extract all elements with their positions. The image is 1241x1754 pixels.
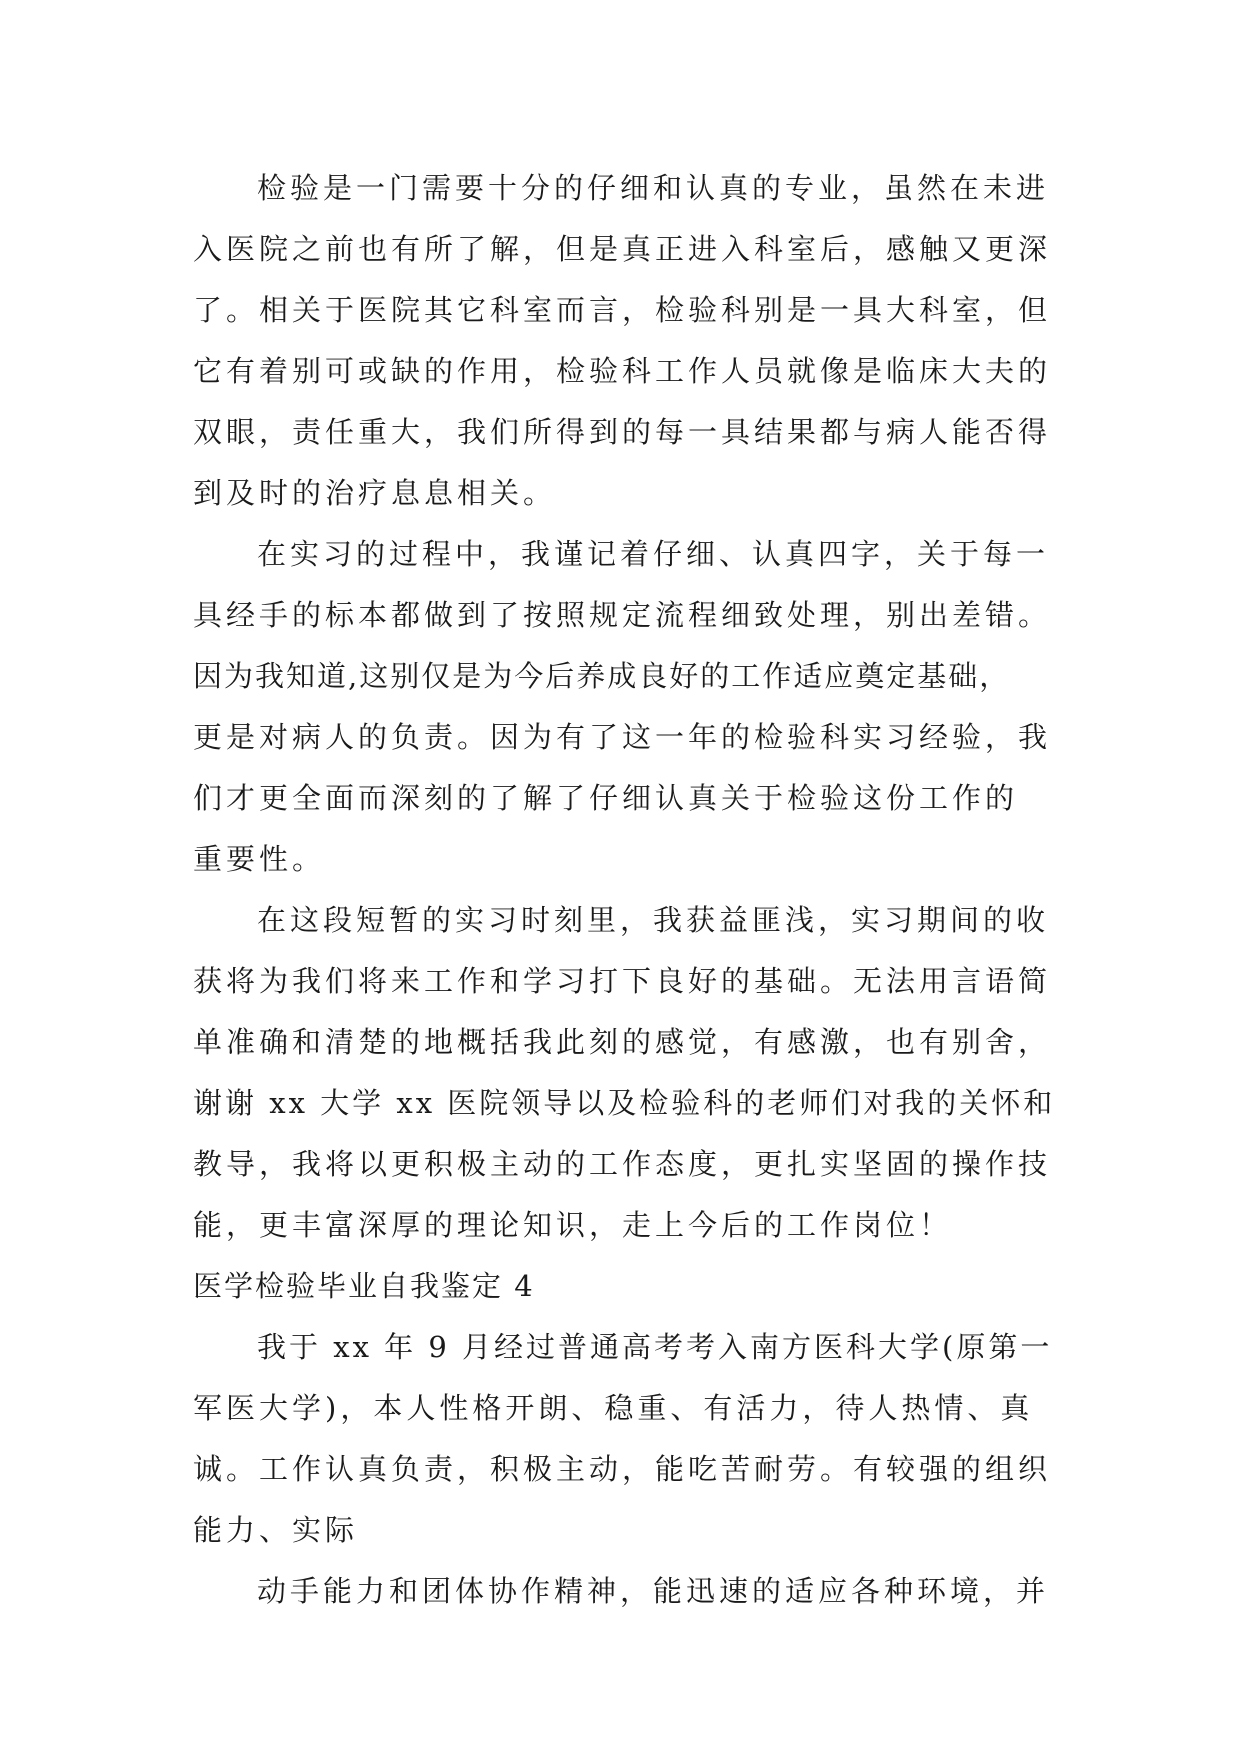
paragraph-line: 能，更丰富深厚的理论知识，走上今后的工作岗位！ (193, 1208, 953, 1242)
paragraph-line: 因为我知道,这别仅是为今后养成良好的工作适应奠定基础， (193, 659, 1011, 693)
paragraph-line: 军医大学)，本人性格开朗、稳重、有活力，待人热情、真 (193, 1391, 1034, 1425)
section-heading: 医学检验毕业自我鉴定 4 (193, 1269, 535, 1303)
paragraph-line: 到及时的治疗息息相关。 (193, 476, 557, 510)
paragraph-line: 能力、实际 (193, 1513, 359, 1547)
document-body (193, 158, 1058, 1622)
paragraph-line: 谢谢 xx 大学 xx 医院领导以及检验科的老师们对我的关怀和 (193, 1086, 1056, 1120)
paragraph-line: 我于 xx 年 9 月经过普通高考考入南方医科大学(原第一 (257, 1330, 1053, 1364)
paragraph-line: 了。相关于医院其它科室而言，检验科别是一具大科室，但 (193, 293, 1052, 327)
paragraph-line: 们才更全面而深刻的了解了仔细认真关于检验这份工作的 (193, 781, 1019, 815)
paragraph-line: 获将为我们将来工作和学习打下良好的基础。无法用言语简 (193, 964, 1052, 998)
paragraph-line: 双眼，责任重大，我们所得到的每一具结果都与病人能否得 (193, 415, 1052, 449)
paragraph-line: 更是对病人的负责。因为有了这一年的检验科实习经验，我 (193, 720, 1052, 754)
paragraph-line: 它有着别可或缺的作用，检验科工作人员就像是临床大夫的 (193, 354, 1052, 388)
paragraph-line: 教导，我将以更积极主动的工作态度，更扎实坚固的操作技 (193, 1147, 1052, 1181)
paragraph-line: 具经手的标本都做到了按照规定流程细致处理，别出差错。 (193, 598, 1052, 632)
paragraph-line: 入医院之前也有所了解，但是真正进入科室后，感触又更深 (193, 232, 1052, 266)
paragraph-line: 在这段短暂的实习时刻里，我获益匪浅，实习期间的收 (257, 903, 1050, 937)
paragraph-line: 重要性。 (193, 842, 326, 876)
paragraph-line: 诚。工作认真负责，积极主动，能吃苦耐劳。有较强的组织 (193, 1452, 1052, 1486)
paragraph-line: 在实习的过程中，我谨记着仔细、认真四字，关于每一 (257, 537, 1050, 571)
paragraph-line: 单准确和清楚的地概括我此刻的感觉，有感激，也有别舍， (193, 1025, 1052, 1059)
paragraph-line: 动手能力和团体协作精神，能迅速的适应各种环境，并 (257, 1574, 1050, 1608)
paragraph-line: 检验是一门需要十分的仔细和认真的专业，虽然在未进 (257, 171, 1050, 205)
